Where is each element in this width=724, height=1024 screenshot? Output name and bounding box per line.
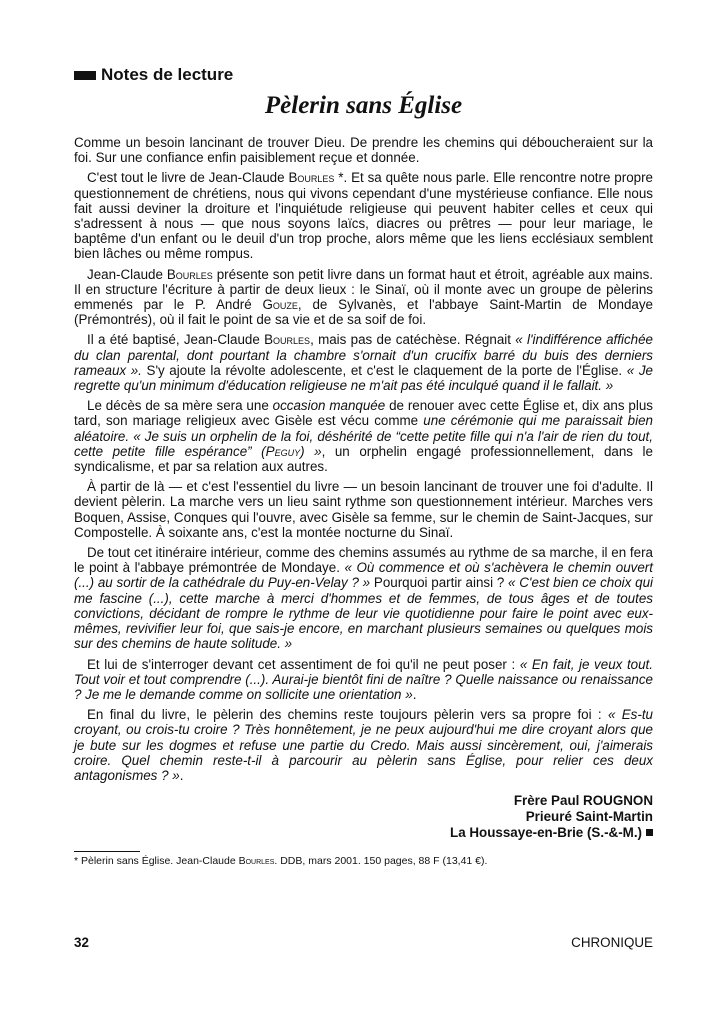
footnote-rule [74,851,140,852]
text: , un orphelin engagé professionnellement, dans le syndicalisme, et par sa relation aux autres. [74,443,653,475]
page-number: 32 [74,935,89,950]
paragraph-5 [74,398,653,474]
text: De tout cet itinéraire intérieur, comme des chemins assumés au rythme de sa marche, il en fera le point à l'abbaye prémontrée de Mondaye. [74,545,653,576]
paragraph-9 [74,707,653,783]
text: *. Et sa quête nous parle. Elle rencontre notre propre questionnement de chrétiens, nous qui vivons cependant d'une mystérieuse confiance. Elle nous fait aussi deviner la droiture et l'inquiétude religieuse qui peuvent habiter celles et ceux qui s'adressent à nous — que nous soyons laïcs, diacres ou prêtres — pour leur mariage, le baptême d'un enfant ou le deuil d'un trop proche, alors même que les liens ecclésiaux semblent bien lâches ou même rompus. [74,170,653,262]
author-name: Bourles [238,855,275,868]
text: , de Sylvanès, et l'abbaye Saint-Martin de Mondaye (Prémontrés), où il fait le point de sa vie et de sa soif de foi. [74,297,653,328]
text: présente son petit livre dans un format haut et étroit, agréable aux mains. Il en structure l'écriture à partir de deux lieux : le Sinaï, où il monte avec un groupe de pèlerins emmenés par le P. André [74,266,653,313]
text: * Pèlerin sans Église. Jean-Claude [74,855,239,868]
person-name: Peguy [265,443,301,459]
signature-name: Frère Paul ROUGNON [513,793,653,809]
author-name: Bourles [288,170,335,186]
section-label: Notes de lecture [101,65,234,84]
quote: ) » [300,443,322,459]
quote: « Je regrette qu'un minimum d'éducation religieuse ne m'ait pas été inculqué quand il le fallait. » [74,362,653,394]
signature-place: Prieuré Saint-Martin [525,809,653,825]
article-body [74,135,653,783]
text: Le décès de sa mère sera une [87,398,273,414]
text: Et lui de s'interroger devant cet assentiment de foi qu'il ne peut poser : [87,656,520,672]
quote: « C'est bien ce choix qui me fascine (...), cette marche à merci d'hommes et de femmes, de tous âges et de toutes convictions, décidant de rompre le rythme de leur vie quotidienne pour faire le point avec eux-mêmes, revivifier leur foi, que sais-je encore, en marchant plusieurs semaines ou quelques mois sur des chemins de haute solitude. » [74,575,653,652]
quote: une cérémonie qui me paraissait bien aléatoire. « Je suis un orphelin de la foi, déshérité de “cette petite fille qui n'a l'air de rien du tout, cette petite fille espérance” ( [74,413,653,459]
text: de renouer avec cette Église et, dix ans plus tard, son mariage religieux avec Gisèle est vécu comme [74,398,653,429]
paragraph-4 [74,332,653,393]
article-title: Pèlerin sans Église [264,92,463,119]
quote: « Où commence et où s'achèvera le chemin ouvert (...) au sortir de la cathédrale du Puy-en-Velay ? » [74,560,653,591]
text: Il a été baptisé, Jean-Claude [87,332,265,348]
black-bar-icon [74,71,96,80]
page-footer [74,935,653,950]
article [74,64,653,868]
text: , mais pas de catéchèse. Régnait [310,332,516,348]
signature-city: La Houssaye-en-Brie (S.-&-M.) [450,825,642,841]
text: En final du livre, le pèlerin des chemins reste toujours pèlerin vers sa propre foi : [87,707,608,723]
signature [74,793,653,841]
quote: « l'indifférence affichée du clan parental, dont pourtant la chambre s'ornait d'un crucifix barré du buis des derniers rameaux ». [74,332,653,378]
text: Jean-Claude [87,266,167,282]
quote: « Es-tu croyant, ou crois-tu croire ? Très honnêtement, je ne peux aujourd'hui me dire croyant alors que je bute sur les dogmes et refuse une partie du Credo. Mais aussi sincèrement, oui, j'aimerais croire. Quel chemin reste-t-il à parcourir au pèlerin sans Église, pour relier ces deux antagonismes ? » [74,707,654,783]
footnote [74,855,653,868]
footer-section: CHRONIQUE [571,935,653,950]
paragraph-6: À partir de là — et c'est l'essentiel du livre — un besoin lancinant de trouver une foi d'adulte. Il devient pèlerin. La marche vers un lieu saint rythme son questionnement intérieur. Marches vers Boquen, Assise, Conques qui l'ouvre, avec Gisèle sa femme, sur le chemin de Saint-Jacques, sur Compostelle. À soixante ans, c'est la montée nocturne du Sinaï. [74,479,653,540]
paragraph-2 [74,170,653,261]
paragraph-3 [74,267,653,328]
author-name: Bourles [166,266,213,282]
paragraph-8 [74,657,653,703]
signature-city-line [74,825,653,841]
section-heading [74,64,653,86]
end-square-icon [646,829,653,836]
text: . [412,686,417,702]
text: . DDB, mars 2001. 150 pages, 88 F (13,41 €). [274,855,488,868]
text: C'est tout le livre de Jean-Claude [87,170,289,186]
author-name: Bourles [264,332,311,348]
text: Pourquoi partir ainsi ? [370,575,509,591]
quote: « En fait, je veux tout. Tout voir et tout comprendre (...). Aurai-je bientôt fini de naître ? Quelle naissance ou renaissance ? Je me le demande comme on sollicite une orientation » [74,656,653,702]
text: S'y ajoute la révolte adolescente, et c'est le claquement de la porte de l'Église. [141,362,627,378]
paragraph-1: Comme un besoin lancinant de trouver Dieu. De prendre les chemins qui déboucheraient sur la foi. Sur une confiance enfin paisiblement reçue et donnée. [74,135,653,166]
paragraph-7 [74,545,653,651]
text: . [179,767,184,783]
quote: occasion manquée [272,398,386,414]
person-name: Gouze [262,297,298,313]
